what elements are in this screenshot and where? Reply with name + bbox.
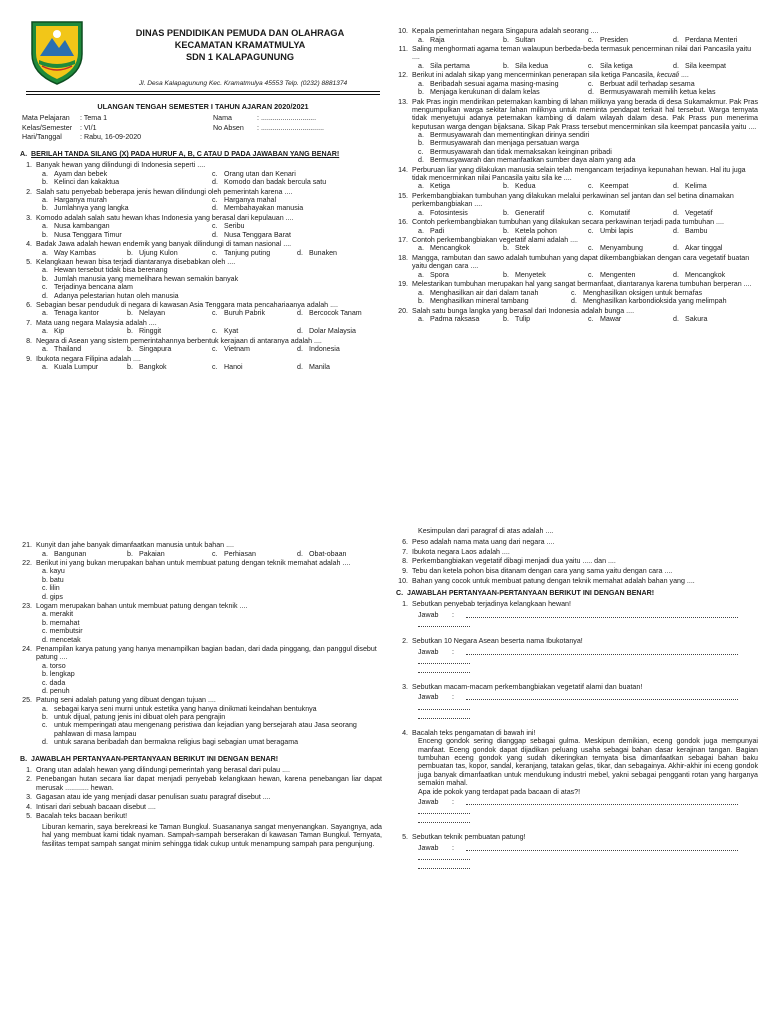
options-25: a. sebagai karya seni murni untuk estetika yang hanya dinikmati keindahan bentuknya b. untuk dijual, patung jenis ini dibuat oleh para pengrajin c. untuk memperingati atau mengenang peristiwa dan kejadian yang bersejarah atau Jasa seorang pahlawan di masa lampau d. untuk sarana beribadah dan bermakna religius bagi sebagian umat beragama xyxy=(20,705,382,747)
option-d[interactable]: Perdana Menteri xyxy=(685,35,738,44)
question-5: 5. Kelangkaan hewan bisa terjadi diantaranya disebabkan oleh .... xyxy=(26,258,236,267)
question-20: 20. Salah satu bunga langka yang berasal dari Indonesia adalah bunga .... xyxy=(398,306,635,315)
option-c[interactable]: Komutatif xyxy=(600,208,630,217)
question-18: 18. Mangga, rambutan dan sawo adalah tumbuhan yang dapat dikembangbiakan dengan cara vegetatif buatan yaitu dengan cara .... xyxy=(398,254,750,271)
answer-line-extra[interactable] xyxy=(418,665,470,673)
option-d[interactable]: d. mencetak xyxy=(42,635,81,644)
option-b[interactable]: Ketela pohon xyxy=(515,226,557,235)
question-23: 23. Logam merupakan bahan untuk membuat patung dengan teknik .... xyxy=(22,602,248,611)
question-25: 25. Patung seni adalah patung yang dibuat dengan tujuan .... xyxy=(22,696,216,705)
column-section-b-c xyxy=(396,527,758,977)
options-5: a. Hewan tersebut tidak bisa berenang b. Jumlah manusia yang memelihara hewan semakin banyak c. Terjadinya bencana alam d. Adanya pelestarian hutan oleh manusia xyxy=(42,266,239,300)
options-8: a. Thailand b. Singapura c. Vietnam d. Indonesia xyxy=(42,345,340,354)
option-b[interactable]: Kelinci dan kakaktua xyxy=(54,178,120,187)
identity-row xyxy=(22,114,382,124)
option-b[interactable]: Ringgit xyxy=(139,327,162,336)
observation-passage: Enceng gondok sering dianggap sebagai gulma. Meskipun demikian, eceng gondok juga mempunyai manfaat. Eceng gondok dapat dijadikan peluang usaha sebagai bahan dasar kerajinan tangan. Bagian tumbuhan eceng gondok yang sudah dikeringkan ternyata bisa dimanfaatkan sebagai bahan baku pembuatan tas, kopor, sandal, keranjang, tatakan gelas, tikar, dan sebagainya. Akhir-akhir ini eceng gondok juga banyak dimanfaatkan untuk mendukung industri mebel, yakni sebagai pengganti rotan yang harganya semakin mahal. xyxy=(418,737,758,788)
option-d[interactable]: Menghasilkan karbondioksida yang melimpah xyxy=(583,297,727,306)
option-b[interactable]: Tulip xyxy=(515,314,531,323)
question-15: 15. Perkembangbiakan tumbuhan yang dilakukan melalui perkawinan sel jantan dan sel betina dinamakan perkembangbiakan .... xyxy=(398,191,734,209)
option-a[interactable]: Raja xyxy=(430,35,445,44)
main-idea-question: Apa ide pokok yang terdapat pada bacaan di atas?! xyxy=(418,787,581,796)
regency-emblem-icon xyxy=(28,16,86,86)
option-a[interactable]: Spora xyxy=(430,270,449,279)
option-c[interactable]: c. dada xyxy=(42,678,66,687)
options-22 xyxy=(20,567,382,600)
date-label: Hari/Tanggal xyxy=(22,133,62,142)
answer-line-c-1[interactable]: Jawab : xyxy=(396,611,758,619)
option-d[interactable]: Bermusyawarah dan memanfaatkan sumber daya alam yang ada xyxy=(430,156,636,165)
identity-row xyxy=(22,133,382,143)
reading-passage: Liburan kemarin, saya berekreasi ke Taman Bungkul. Suasananya sangat menyenangkan. Sayangnya, ada hal yang membuat kami tidak nyaman. Sampah-sampah berserakan di kawasan Taman Bungkul. Ternyata, fasilitas tempat sampah sangat minim sehingga tidak cukup untuk menampung sampah para pengunjung. xyxy=(42,822,382,848)
answer-line-extra[interactable] xyxy=(418,806,470,814)
header-divider xyxy=(26,91,380,92)
option-d[interactable]: Adanya pelestarian hutan oleh manusia xyxy=(54,291,179,300)
option-c[interactable]: Presiden xyxy=(600,35,628,44)
question-9: 9. Ibukota negara Filipina adalah .... xyxy=(26,354,141,363)
options-20: a. Padma raksasa b. Tulip c. Mawar d. Sakura xyxy=(418,314,708,323)
option-b[interactable]: b. batu xyxy=(42,575,64,584)
option-b[interactable]: Kedua xyxy=(515,182,536,191)
option-a[interactable]: Menghasilkan air dari dalam tanah xyxy=(430,288,539,297)
option-c[interactable]: Buruh Pabrik xyxy=(224,309,266,318)
option-c[interactable]: Seribu xyxy=(224,222,245,231)
essay-c-5: 5. Sebutkan teknik pembuatan patung! xyxy=(402,833,526,842)
option-d[interactable]: Nusa Tenggara Barat xyxy=(224,230,291,239)
question-17: 17. Contoh perkembangbiakan vegetatif alami adalah .... xyxy=(398,236,579,245)
option-d[interactable]: Sila keempat xyxy=(685,61,727,70)
option-b[interactable]: b. lengkap xyxy=(42,670,75,679)
question-8: 8. Negara di Asean yang sistem pemerintahannya berbentuk kerajaan di antaranya adalah .... xyxy=(26,336,322,345)
option-b[interactable]: Ujung Kulon xyxy=(139,248,178,257)
option-d[interactable]: Membahayakan manusia xyxy=(224,204,304,213)
class-label: Kelas/Semester xyxy=(22,123,73,132)
answer-line-c-3[interactable]: Jawab : xyxy=(396,693,758,701)
question-13: 13. Pak Pras ingin mendirikan peternakan kambing di lahan miliknya yang berada di desa Sukamakmur. Pak Pras mengumpulkan warga sekitar lahan miliknya untuk meminta pendapat terkait hal tersebut. Warga ternyata tidak menyetujui adanya peternakan kambing di dalam wilayah dalam desa. Pak Prass pun menerima keputusan warga dengan bijaksana. Sikap Pak Prass tersebut mencerminkan sila keempat pancasila yaitu .... xyxy=(398,97,758,131)
question-6: 6. Sebagian besar penduduk di negara di kawasan Asia Tenggara mata pencahariaanya adalah .... xyxy=(26,301,338,310)
option-a[interactable]: a. kayu xyxy=(42,567,65,576)
option-b[interactable]: Bermusyawarah dan menjaga persatuan warga xyxy=(430,139,580,148)
option-a[interactable]: Tenaga kantor xyxy=(54,309,99,318)
absence-number-label: No Absen xyxy=(213,123,244,132)
option-c[interactable]: Mengenten xyxy=(600,270,636,279)
options-2: a. Harganya murah c. Harganya mahal b. Jumlahnya yang langka d. Membahayakan manusia xyxy=(42,195,304,213)
option-c[interactable]: Harganya mahal xyxy=(224,195,277,204)
answer-line-extra[interactable] xyxy=(418,711,470,719)
answer-line-extra[interactable] xyxy=(418,815,470,823)
option-a[interactable]: sebagai karya seni murni untuk estetika yang hanya dinikmati keindahan bentuknya xyxy=(54,704,317,713)
answer-line-extra[interactable] xyxy=(418,861,470,869)
column-section-a-part2 xyxy=(396,26,758,478)
option-c[interactable]: Perhiasan xyxy=(224,549,256,558)
essay-c-1: 1. Sebutkan penyebab terjadinya kelangkaan hewan! xyxy=(402,600,571,609)
option-b[interactable]: Jumlah manusia yang memelihara hewan semakin banyak xyxy=(54,274,239,283)
option-a[interactable]: a. torso xyxy=(42,661,66,670)
options-13: a. Bermusyawarah dan mementingkan dirinya sendiri b. Bermusyawarah dan menjaga persatuan warga c. Bermusyawarah dan tidak memaksakan keinginan pribadi d. Bermusyawarah dan memanfaatkan sumber daya alam yang ada xyxy=(418,131,636,165)
section-a-heading: A. BERILAH TANDA SILANG (X) PADA HURUF A, B, C ATAU D PADA JAWABAN YANG BENAR! xyxy=(20,150,340,158)
question-11: 11. Saling menghormati agama teman walaupun berbeda-beda termasuk pencerminan nilai dari Pancasila yaitu .... xyxy=(398,45,752,62)
essay-b-2: 2. Penebangan hutan secara liar dapat menjadi penyebab kelangkaan hewan, karena penebangan liar dapat merusak ............ hewan. xyxy=(26,775,382,792)
option-d[interactable]: Manila xyxy=(309,363,330,372)
option-c[interactable]: Menyambung xyxy=(600,244,643,253)
option-d[interactable]: Mencangkok xyxy=(685,270,726,279)
class-value: : VI/1 xyxy=(80,123,97,132)
option-b[interactable]: Menjaga kerukunan di dalam kelas xyxy=(430,88,540,97)
option-d[interactable]: Vegetatif xyxy=(685,208,713,217)
option-a[interactable]: Hewan tersebut tidak bisa berenang xyxy=(54,266,168,275)
option-d[interactable]: Bercocok Tanam xyxy=(309,309,362,318)
letterhead xyxy=(0,0,390,92)
question-4: 4. Badak Jawa adalah hewan endemik yang banyak dilindungi di taman nasional .... xyxy=(26,240,292,249)
options-4: a. Way Kambas b. Ujung Kulon c. Tanjung puting d. Bunaken xyxy=(42,248,338,257)
essay-b-9: 9. Tebu dan ketela pohon bisa ditanam dengan cara yang sama yaitu dengan cara .... xyxy=(402,567,673,575)
subject-value: : Tema 1 xyxy=(80,114,108,122)
option-d[interactable]: Sakura xyxy=(685,314,708,323)
option-d[interactable]: Bunaken xyxy=(309,248,338,257)
identity-row xyxy=(22,124,382,134)
letterhead-title xyxy=(100,28,380,63)
column-section-a-part3 xyxy=(20,540,382,970)
question-2: 2. Salah satu penyebab beberapa jenis hewan dilindungi oleh pemerintah karena .... xyxy=(26,187,293,196)
essay-b-8: 8. Perkembangbiakan vegetatif dibagi menjadi dua yaitu ..... dan .... xyxy=(402,557,616,566)
option-a[interactable]: Nusa kambangan xyxy=(54,222,110,231)
option-d[interactable]: Obat-obaan xyxy=(309,549,347,558)
options-19: a. Menghasilkan air dari dalam tanah c. Menghasilkan oksigen untuk bernafas b. Menghasilkan mineral tambang d. Menghasilkan karbondioksida yang melimpah xyxy=(418,288,727,306)
option-a[interactable]: Padi xyxy=(430,226,445,235)
answer-line-extra[interactable] xyxy=(418,619,470,627)
essay-b-1: 1. Orang utan adalah hewan yang dilindungi pemerintah yang berasal dari pulau .... xyxy=(26,765,290,774)
question-1: 1. Banyak hewan yang dilindungi di Indonesia seperti .... xyxy=(26,161,206,170)
school-address: Jl. Desa Kalapagunung Kec. Kramatmulya 45553 Telp. (0232) 8881374 xyxy=(138,80,348,87)
column-section-a-part1 xyxy=(20,144,382,474)
options-11: a. Sila pertama b. Sila kedua c. Sila ketiga d. Sila keempat xyxy=(418,61,727,70)
option-c[interactable]: Vietnam xyxy=(224,345,250,354)
option-a[interactable]: Fotosintesis xyxy=(430,208,468,217)
district-name: KECAMATAN KRAMATMULYA xyxy=(174,39,306,50)
absence-number-blank: : ................................ xyxy=(257,123,325,132)
option-b[interactable]: Pakaian xyxy=(139,549,165,558)
option-c[interactable]: Umbi lapis xyxy=(600,226,634,235)
option-a[interactable]: Kuala Lumpur xyxy=(54,363,99,372)
option-c[interactable]: Kyat xyxy=(224,327,239,336)
section-b-heading: B. JAWABLAH PERTANYAAN-PERTANYAAN BERIKUT INI DENGAN BENAR! xyxy=(20,754,279,763)
option-b[interactable]: Menyetek xyxy=(515,270,546,279)
answer-line-extra[interactable] xyxy=(418,656,470,664)
essay-b-6: 6. Peso adalah nama mata uang dari negara .... xyxy=(402,538,555,547)
question-7: 7. Mata uang negara Malaysia adalah .... xyxy=(26,318,157,327)
option-d[interactable]: Akar tinggal xyxy=(685,244,723,253)
question-24: 24. Penampilan karya patung yang hanya menampilkan bagian badan, dari dada pinggang, dan panggul disebut patung .... xyxy=(22,645,377,662)
essay-b-3: 3. Gagasan atau ide yang menjadi dasar penulisan suatu paragraf disebut .... xyxy=(26,793,271,802)
question-16: 16. Contoh perkembangbiakan tumbuhan yang dilakukan secara perkawinan terjadi pada tumbuhan .... xyxy=(398,218,724,227)
options-12: a. Beribadah sesuai agama masing-masing c. Berbuat adil terhadap sesama b. Menjaga kerukunan di dalam kelas d. Bermusyawarah memilih ketua kelas xyxy=(418,79,716,97)
question-19: 19. Melestarikan tumbuhan merupakan hal yang sangat bermanfaat, diantaranya karena tumbuhan berperan .... xyxy=(398,280,752,289)
option-d[interactable]: Komodo dan badak bercula satu xyxy=(224,178,327,187)
option-b[interactable]: b. memahat xyxy=(42,618,80,627)
option-c[interactable]: Orang utan dan Kenari xyxy=(224,169,296,178)
essay-c-2: 2. Sebutkan 10 Negara Asean beserta nama Ibukotanya! xyxy=(402,637,583,646)
essay-b-5: 5. Bacalah teks bacaan berikut! xyxy=(26,812,128,821)
answer-line-extra[interactable] xyxy=(418,702,470,710)
option-c[interactable]: untuk memperingati atau mengenang peristiwa dan kejadian yang bersejarah atau Jasa seorang pahlawan di masa lampau xyxy=(54,721,357,738)
header-divider-thin xyxy=(26,94,380,95)
answer-line-c-4[interactable]: Jawab : xyxy=(396,798,758,806)
option-d[interactable]: Bambu xyxy=(685,226,708,235)
question-14: 14. Perburuan liar yang dilakukan manusia selain telah mengancam terjadinya kepunahan hewan. Hal itu juga tidak mencerminkan nilai Pancasila yaitu sila ke .... xyxy=(398,165,746,183)
option-c[interactable]: c. lilin xyxy=(42,584,60,593)
option-a[interactable]: Padma raksasa xyxy=(430,314,480,323)
essay-b-10: 10. Bahan yang cocok untuk membuat patung dengan teknik memahat adalah bahan yang .... xyxy=(398,576,695,585)
options-24 xyxy=(20,662,382,695)
question-22: 22. Berikut ini yang bukan merupakan bahan untuk membuat patung dengan teknik memahat adalah .... xyxy=(22,559,351,568)
option-b[interactable]: Bangkok xyxy=(139,363,167,372)
student-identity-block xyxy=(22,114,382,143)
option-b[interactable]: Nusa Tenggara Timur xyxy=(54,230,122,239)
section-c-heading: C. JAWABLAH PERTANYAAN-PERTANYAAN BERIKUT INI DENGAN BENAR! xyxy=(396,588,655,597)
option-a[interactable]: Ayam dan bebek xyxy=(54,169,108,178)
answer-line-c-2[interactable]: Jawab : xyxy=(396,648,758,656)
options-23 xyxy=(20,610,382,643)
option-a[interactable]: Sila pertama xyxy=(430,61,470,70)
name-label: Nama xyxy=(213,114,232,122)
options-14: a. Ketiga b. Kedua c. Keempat d. Kelima xyxy=(418,182,707,191)
option-c[interactable]: Bermusyawarah dan tidak memaksakan keinginan pribadi xyxy=(430,147,612,156)
essay-b-4: 4. Intisari dari sebuah bacaan disebut .... xyxy=(26,802,156,811)
exam-title: ULANGAN TENGAH SEMESTER I TAHUN AJARAN 2020/2021 xyxy=(97,102,309,111)
date-value: : Rabu, 16-09-2020 xyxy=(80,133,142,142)
options-7: a. Kip b. Ringgit c. Kyat d. Dolar Malaysia xyxy=(42,327,356,336)
option-a[interactable]: Mencangkok xyxy=(430,244,471,253)
option-c[interactable]: c. membutsir xyxy=(42,627,83,636)
option-b[interactable]: Sultan xyxy=(515,35,536,44)
options-6: a. Tenaga kantor b. Nelayan c. Buruh Pabrik d. Bercocok Tanam xyxy=(42,309,362,318)
answer-line-c-5[interactable]: Jawab : xyxy=(396,844,758,852)
option-b[interactable]: Generatif xyxy=(515,208,545,217)
option-a[interactable]: Harganya murah xyxy=(54,195,107,204)
option-a[interactable]: a. merakit xyxy=(42,610,74,619)
options-21: a. Bangunan b. Pakaian c. Perhiasan d. Obat-obaan xyxy=(42,549,347,558)
option-c[interactable]: Tanjung puting xyxy=(224,248,271,257)
option-d[interactable]: Dolar Malaysia xyxy=(309,327,356,336)
question-12: 12. Berikut ini adalah sikap yang mencerminkan penerapan sila ketiga Pancasila, kecuali .... xyxy=(398,71,689,80)
option-a[interactable]: Way Kambas xyxy=(54,248,96,257)
option-c[interactable]: Terjadinya bencana alam xyxy=(54,283,133,292)
option-b[interactable]: Jumlahnya yang langka xyxy=(54,204,129,213)
subject-label: Mata Pelajaran xyxy=(22,114,70,122)
name-blank: : ............................ xyxy=(257,114,317,122)
essay-c-4: 4. Bacalah teks pengamatan di bawah ini! xyxy=(402,728,536,737)
question-10: 10. Kepala pemerintahan negara Singapura adalah seorang .... xyxy=(398,27,599,36)
option-c[interactable]: Berbuat adil terhadap sesama xyxy=(600,79,695,88)
option-d[interactable]: untuk sarana beribadah dan bermakna religius bagi sebagian umat beragama xyxy=(54,738,299,747)
option-b[interactable]: Menghasilkan mineral tambang xyxy=(430,297,529,306)
option-a[interactable]: Thailand xyxy=(54,345,82,354)
option-b[interactable]: untuk dijual, patung jenis ini dibuat oleh para pengrajin xyxy=(54,713,226,722)
option-d[interactable]: Bermusyawarah memilih ketua kelas xyxy=(600,88,716,97)
conclusion-prompt: Kesimpulan dari paragraf di atas adalah .... xyxy=(418,527,554,535)
question-3: 3. Komodo adalah salah satu hewan khas Indonesia yang berasal dari kepulauan .... xyxy=(26,213,294,222)
question-21: 21. Kunyit dan jahe banyak dimanfaatkan manusia untuk bahan .... xyxy=(22,541,234,550)
option-b[interactable]: Sila kedua xyxy=(515,61,549,70)
options-1: a. Ayam dan bebek c. Orang utan dan Kenari b. Kelinci dan kakaktua d. Komodo dan badak bercula satu xyxy=(42,169,327,187)
options-15: a. Fotosintesis b. Generatif c. Komutatif d. Vegetatif xyxy=(418,208,713,217)
option-d[interactable]: Indonesia xyxy=(309,345,340,354)
option-b[interactable]: Nelayan xyxy=(139,309,166,318)
answer-line-extra[interactable] xyxy=(418,852,470,860)
options-9: a. Kuala Lumpur b. Bangkok c. Hanoi d. Manila xyxy=(42,363,330,372)
options-10: a. Raja b. Sultan c. Presiden d. Perdana Menteri xyxy=(418,35,738,44)
option-a[interactable]: Kip xyxy=(54,327,65,336)
option-d[interactable]: d. gips xyxy=(42,592,63,601)
option-c[interactable]: Keempat xyxy=(600,182,629,191)
option-a[interactable]: Bermusyawarah dan mementingkan dirinya sendiri xyxy=(430,131,590,140)
options-18: a. Spora b. Menyetek c. Mengenten d. Mencangkok xyxy=(418,270,726,279)
option-a[interactable]: Bangunan xyxy=(54,549,87,558)
option-c[interactable]: Hanoi xyxy=(224,363,243,372)
option-d[interactable]: Kelima xyxy=(685,182,707,191)
essay-c-3: 3. Sebutkan macam-macam perkembangbiakan vegetatif alami dan buatan! xyxy=(402,683,643,692)
essay-b-7: 7. Ibukota negara Laos adalah .... xyxy=(402,547,510,556)
option-c[interactable]: Menghasilkan oksigen untuk bernafas xyxy=(583,288,703,297)
option-b[interactable]: Singapura xyxy=(139,345,172,354)
options-3: a. Nusa kambangan c. Seribu b. Nusa Tenggara Timur d. Nusa Tenggara Barat xyxy=(42,222,291,239)
option-d[interactable]: d. penuh xyxy=(42,686,70,695)
option-c[interactable]: Sila ketiga xyxy=(600,61,633,70)
options-16: a. Padi b. Ketela pohon c. Umbi lapis d. Bambu xyxy=(418,226,708,235)
options-17: a. Mencangkok b. Stek c. Menyambung d. Akar tinggal xyxy=(418,244,723,253)
option-a[interactable]: Beribadah sesuai agama masing-masing xyxy=(430,79,559,88)
option-a[interactable]: Ketiga xyxy=(430,182,451,191)
agency-name: DINAS PENDIDIKAN PEMUDA DAN OLAHRAGA xyxy=(135,28,345,38)
option-c[interactable]: Mawar xyxy=(600,314,622,323)
school-name: SDN 1 KALAPAGUNUNG xyxy=(185,51,295,62)
option-b[interactable]: Stek xyxy=(515,244,530,253)
